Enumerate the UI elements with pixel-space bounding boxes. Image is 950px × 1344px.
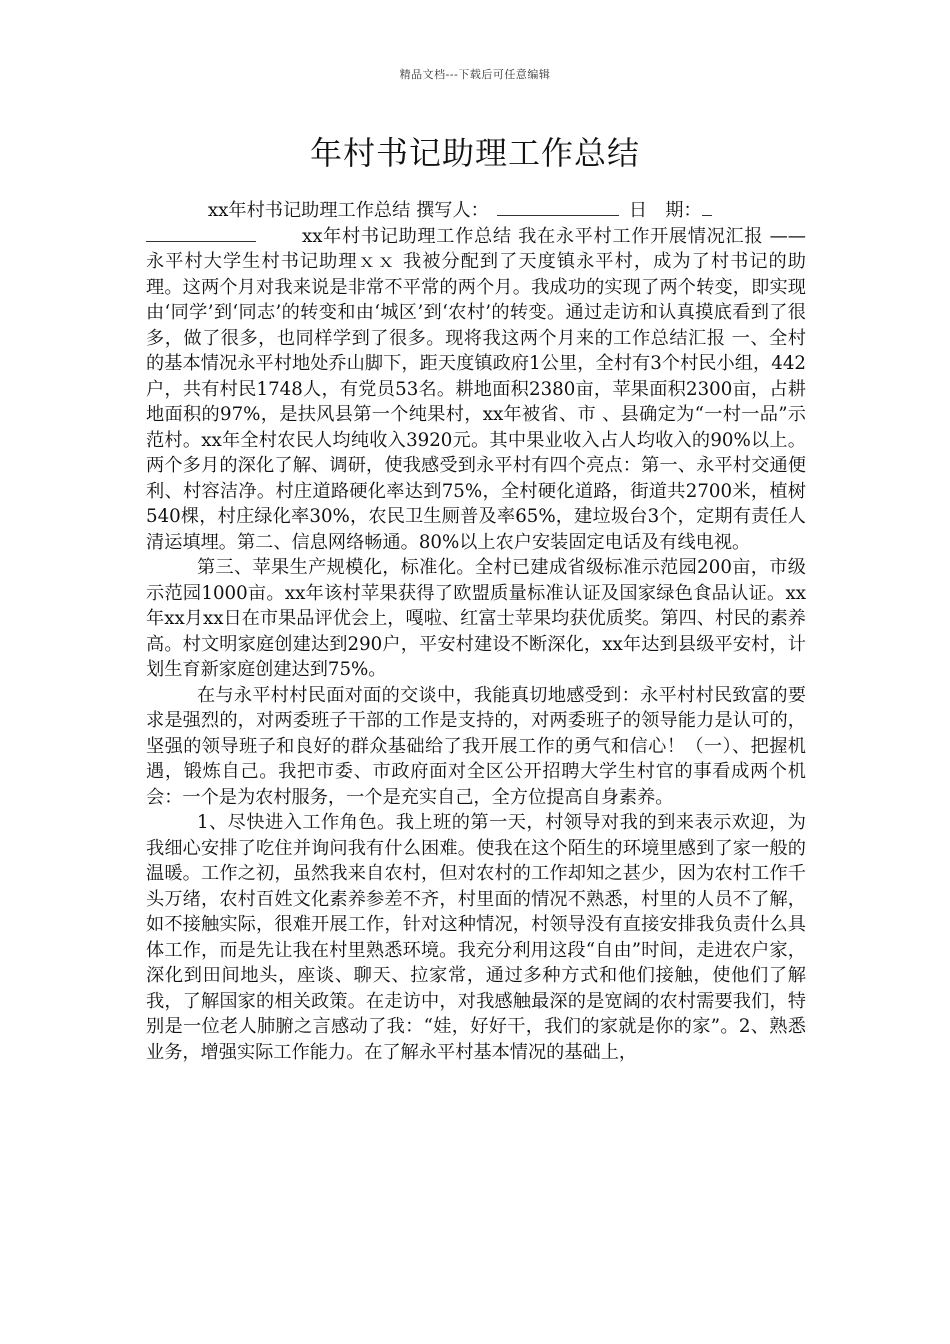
date-label: 日 期： bbox=[628, 200, 702, 221]
doc-name: xx年村书记助理工作总结 bbox=[207, 200, 411, 221]
page-header: 精品文档---下载后可任意编辑 bbox=[399, 68, 551, 81]
document-body bbox=[146, 198, 806, 1065]
document-title: 年村书记助理工作总结 bbox=[309, 134, 640, 172]
paragraph-3: 在与永平村村民面对面的交谈中，我能真切地感受到：永平村村民致富的要求是强烈的，对两委班子干部的工作是支持的，对两委班子的领导能力是认可的，坚强的领导班子和良好的群众基础给了我开展工作的勇气和信心！（一）、把握机遇，锻炼自己。我把市委、市政府面对全区公开招聘大学生村官的事看成两个机会：一个是为农村服务，一个是充实自己，全方位提高自身素养。 bbox=[146, 684, 806, 808]
paragraph-2: 第三、苹果生产规模化，标准化。全村已建成省级标准示范园200亩，市级示范园1000亩。xx年该村苹果获得了欧盟质量标准认证及国家绿色食品认证。xx年xx月xx日在市果品评优会上，嘎啦、红富士苹果均获优质奖。第四、村民的素养高。村文明家庭创建达到290户，平安村建设不断深化，xx年达到县级平安村，计划生育新家庭创建达到75%。 bbox=[146, 557, 806, 680]
date-blank-line bbox=[702, 199, 712, 216]
date-blank-line-continued bbox=[146, 225, 256, 242]
document-meta-line bbox=[146, 198, 806, 224]
paragraph-4: 1、尽快进入工作角色。我上班的第一天，村领导对我的到来表示欢迎，为我细心安排了吃住并询问我有什么困难。使我在这个陌生的环境里感到了家一般的温暖。工作之初，虽然我来自农村，但对农村的工作却知之甚少，因为农村工作千头万绪，农村百姓文化素养参差不齐，村里面的情况不熟悉，村里的人员不了解，如不接触实际，很难开展工作，针对这种情况，村领导没有直接安排我负责什么具体工作，而是先让我在村里熟悉环境。我充分利用这段“自由”时间，走进农户家，深化到田间地头，座谈、聊天、拉家常，通过多种方式和他们接触，使他们了解我，了解国家的相关政策。在走访中，对我感触最深的是宽阔的农村需要我们，特别是一位老人肺腑之言感动了我：“娃，好好干，我们的家就是你的家”。2、熟悉业务，增强实际工作能力。在了解永平村基本情况的基础上， bbox=[146, 812, 806, 1063]
author-blank-line bbox=[497, 199, 619, 216]
paragraph-1 bbox=[146, 224, 806, 556]
paragraph-1-text: xx年村书记助理工作总结 我在永平村工作开展情况汇报 ——永平村大学生村书记助理ｘｘ 我被分配到了天度镇永平村，成为了村书记的助理。这两个月对我来说是非常不平常的两个月。我成功的实现了两个转变，即实现由‘同学’到‘同志’的转变和由‘城区’到‘农村’的转变。通过走访和认真摸底看到了很多，做了很多，也同样学到了很多。现将我这两个月来的工作总结汇报 一、全村的基本情况永平村地处乔山脚下，距天度镇政府1公里，全村有3个村民小组，442户，共有村民1748人，有党员53名。耕地面积2380亩，苹果面积2300亩，占耕地面积的97%，是扶风县第一个纯果村，xx年被省、市 、县确定为“一村一品”示范村。xx年全村农民人均纯收入3920元。其中果业收入占人均收入的90%以上。两个多月的深化了解、调研，使我感受到永平村有四个亮点：第一、永平村交通便利、村容洁净。村庄道路硬化率达到75%，全村硬化道路，街道共2700米，植树540棵，村庄绿化率30%，农民卫生厕普及率65%，建垃圾台3个，定期有责任人清运填埋。第二、信息网络畅通。80%以上农户安装固定电话及有线电视。 bbox=[146, 225, 806, 553]
author-label: 撰写人： bbox=[416, 200, 489, 221]
